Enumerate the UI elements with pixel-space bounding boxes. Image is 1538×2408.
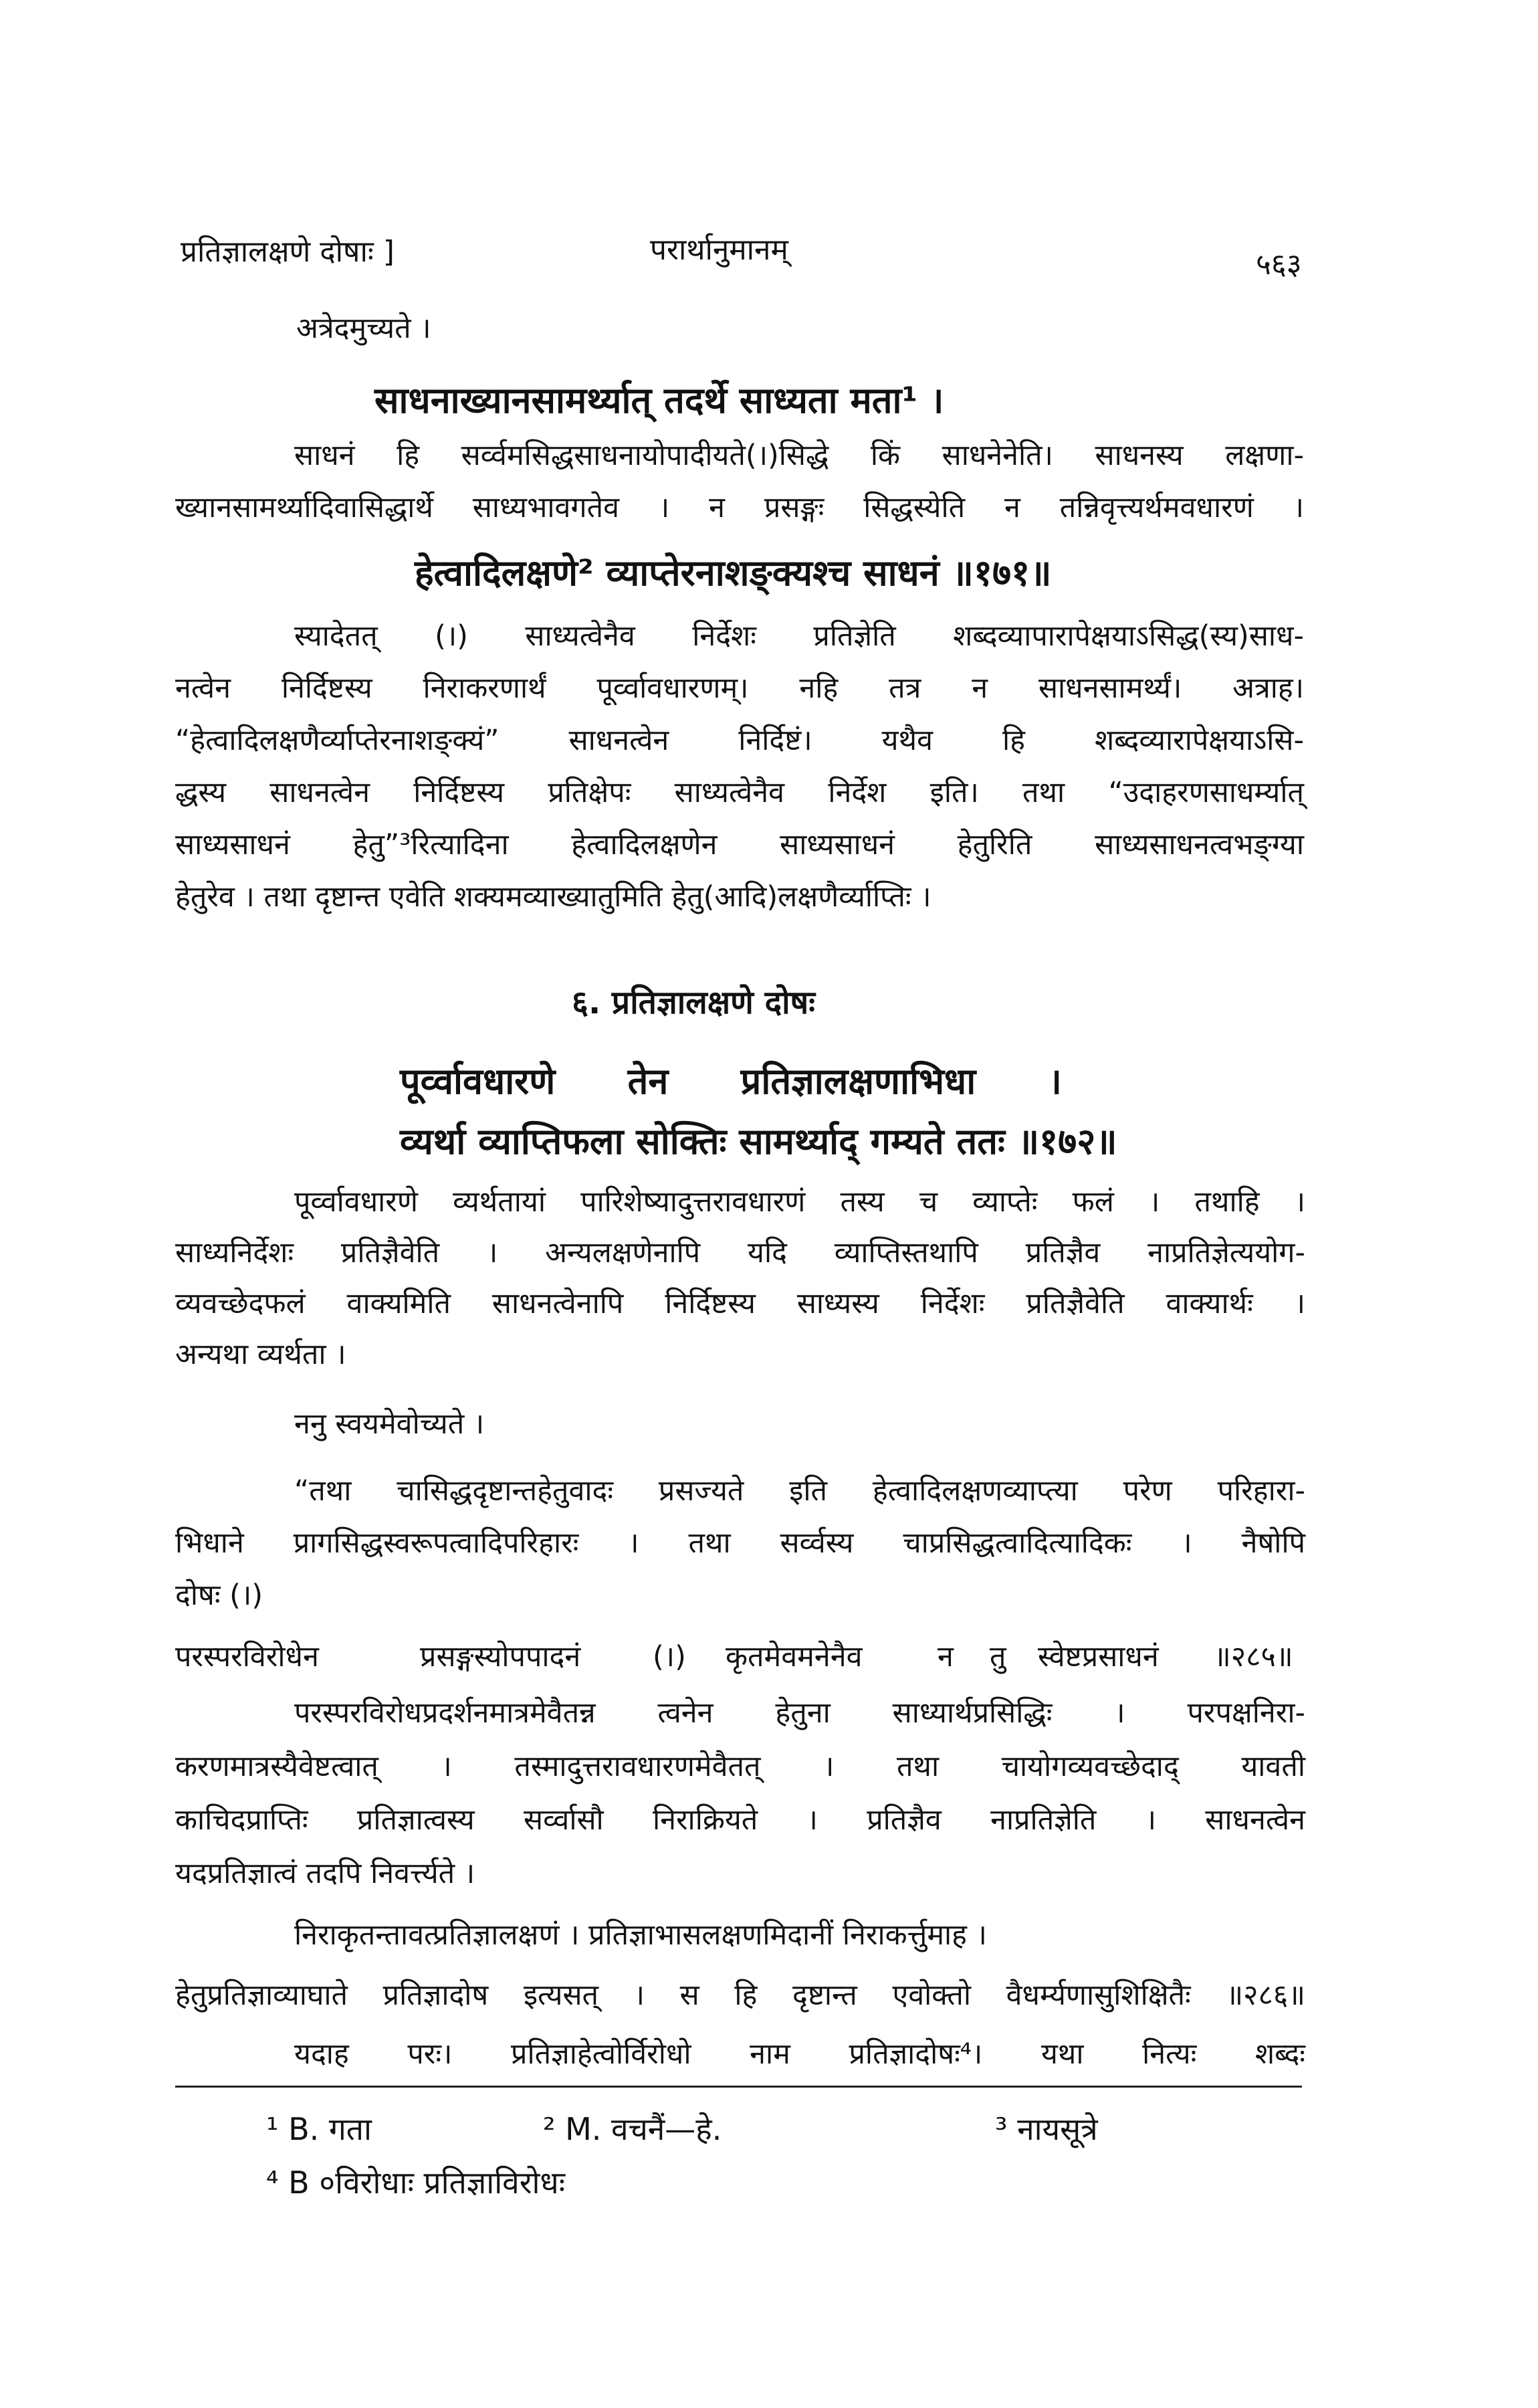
commentary-line: व्यवच्छेदफलं वाक्यमिति साधनत्वेनापि निर्दिष्टस्य साध्यस्य निर्देशः प्रतिज्ञैवेति वाक्यार्थः । [175,1287,1305,1320]
verse-285-number: ॥२८५॥ [1214,1640,1293,1674]
footnote-3: ³ नायसूत्रे [995,2111,1098,2147]
footnote-rule [175,2086,1302,2088]
quote-line: “तथा चासिद्धदृष्टान्तहेतुवादः प्रसज्यते इति हेत्वादिलक्षणव्याप्त्या परेण परिहारा- [294,1474,1305,1508]
running-header-center: परार्थानुमानम् [650,233,788,267]
quote-line: दोषः (।) [175,1579,263,1612]
verse-286: हेतुप्रतिज्ञाव्याघाते प्रतिज्ञादोष इत्यसत् । स हि दृष्टान्त एवोक्तो वैधर्म्यणासुशिक्षितैः ॥२८६॥ [175,1979,1305,2012]
commentary-line: यदप्रतिज्ञात्वं तदपि निवर्त्त्यते । [175,1857,475,1890]
commentary-line: हेतुरेव । तथा दृष्टान्त एवेति शक्यमव्याख्यातुमिति हेतु(आदि)लक्षणैर्व्याप्तिः । [175,880,931,914]
commentary-line: पूर्व्वावधारणे व्यर्थतायां पारिशेष्यादुत्तरावधारणं तस्य च व्याप्तेः फलं । तथाहि । [294,1185,1305,1219]
verse-285-word: (।) [653,1640,686,1674]
commentary-line: अन्यथा व्यर्थता । [175,1338,346,1371]
commentary-line: नत्वेन निर्दिष्टस्य निराकरणार्थं पूर्व्वावधारणम्। नहि तत्र न साधनसामर्थ्यं। अत्राह। [175,672,1304,705]
verse-kArikA-1: साधनाख्यानसामर्थ्यात् तदर्थे साध्यता मता¹ । [374,379,944,421]
intro-line: अत्रेदमुच्यते । [296,312,431,345]
verse-285-word: प्रसङ्गस्योपपादनं [420,1640,581,1674]
commentary-line: काचिदप्राप्तिः प्रतिज्ञात्वस्य सर्व्वासौ निराक्रियते । प्रतिज्ञैव नाप्रतिज्ञेति । साधनत्वेन [175,1803,1305,1837]
commentary-line: साध्यसाधनं हेतु”³रित्यादिना हेत्वादिलक्षणेन साध्यसाधनं हेतुरिति साध्यसाधनत्वभङ्ग्या [175,828,1304,862]
footnote-4: ⁴ B ०विरोधाः प्रतिज्ञाविरोधः [266,2165,566,2201]
verse-285-word: परस्परविरोधेन [175,1640,319,1674]
commentary-line: साध्यनिर्देशः प्रतिज्ञैवेति । अन्यलक्षणेनापि यदि व्याप्तिस्तथापि प्रतिज्ञैव नाप्रतिज्ञेत्ययोग- [175,1236,1305,1270]
commentary-line: करणमात्रस्यैवेष्टत्वात् । तस्मादुत्तरावधारणमेवैतत् । तथा चायोगव्यवच्छेदाद् यावती [175,1750,1305,1783]
commentary-line: ख्यानसामर्थ्यादिवासिद्धार्थे साध्यभावगतेव । न प्रसङ्गः सिद्धस्येति न तन्निवृत्त्यर्थमवधारणं । [175,491,1304,524]
commentary-line: परस्परविरोधप्रदर्शनमात्रमेवैतन्न त्वनेन हेतुना साध्यार्थप्रसिद्धिः । परपक्षनिरा- [294,1696,1305,1730]
verse-285-word: स्वेष्टप्रसाधनं [1038,1640,1159,1674]
verse-kArikA-172-line2: व्यर्था व्याप्तिफला सोक्तिः सामर्थ्याद् गम्यते ततः ॥१७२॥ [400,1120,1117,1163]
last-line: यदाह परः। प्रतिज्ञाहेत्वोर्विरोधो नाम प्रतिज्ञादोषः⁴। यथा नित्यः शब्दः [294,2037,1305,2071]
section-heading: ६. प्रतिज्ञालक्षणे दोषः [572,984,815,1021]
conclusion-line: निराकृतन्तावत्प्रतिज्ञालक्षणं । प्रतिज्ञाभासलक्षणमिदानीं निराकर्त्तुमाह । [294,1918,987,1952]
commentary-line: साधनं हि सर्व्वमसिद्धसाधनायोपादीयते(।)सिद्धे किं साधनेनेति। साधनस्य लक्षणा- [294,439,1304,472]
footnote-1: ¹ B. गता [266,2111,372,2147]
verse-285-word: तु [990,1640,1006,1674]
running-header-left: प्रतिज्ञालक्षणे दोषाः ] [181,235,395,269]
commentary-line: द्धस्य साधनत्वेन निर्दिष्टस्य प्रतिक्षेपः साध्यत्वेनैव निर्देश इति। तथा “उदाहरणसाधर्म्यात् [175,776,1304,809]
verse-285-word: न [938,1640,954,1674]
nanu-line: ननु स्वयमेवोच्यते । [294,1407,485,1441]
footnote-2: ² M. वचनैं—हे. [543,2111,722,2147]
verse-285-word: कृतमेवमनेनैव [726,1640,863,1674]
commentary-line: “हेत्वादिलक्षणैर्व्याप्तेरनाशङ्क्यं” साधनत्वेन निर्दिष्टं। यथैव हि शब्दव्यारापेक्षयाऽसि- [175,724,1304,757]
quote-line: भिधाने प्रागसिद्धस्वरूपत्वादिपरिहारः । तथा सर्व्वस्य चाप्रसिद्धत्वादित्यादिकः । नैषोपि [175,1526,1305,1560]
page-number: ५६३ [1256,247,1302,282]
verse-kArikA-171: हेत्वादिलक्षणे² व्याप्तेरनाशङ्क्यश्च साधनं ॥१७१॥ [415,552,1052,594]
verse-kArikA-172-line1: पूर्व्वावधारणे तेन प्रतिज्ञालक्षणाभिधा । [400,1060,1062,1102]
commentary-line: स्यादेतत् (।) साध्यत्वेनैव निर्देशः प्रतिज्ञेति शब्दव्यापारापेक्षयाऽसिद्ध(स्य)साध- [294,619,1304,653]
